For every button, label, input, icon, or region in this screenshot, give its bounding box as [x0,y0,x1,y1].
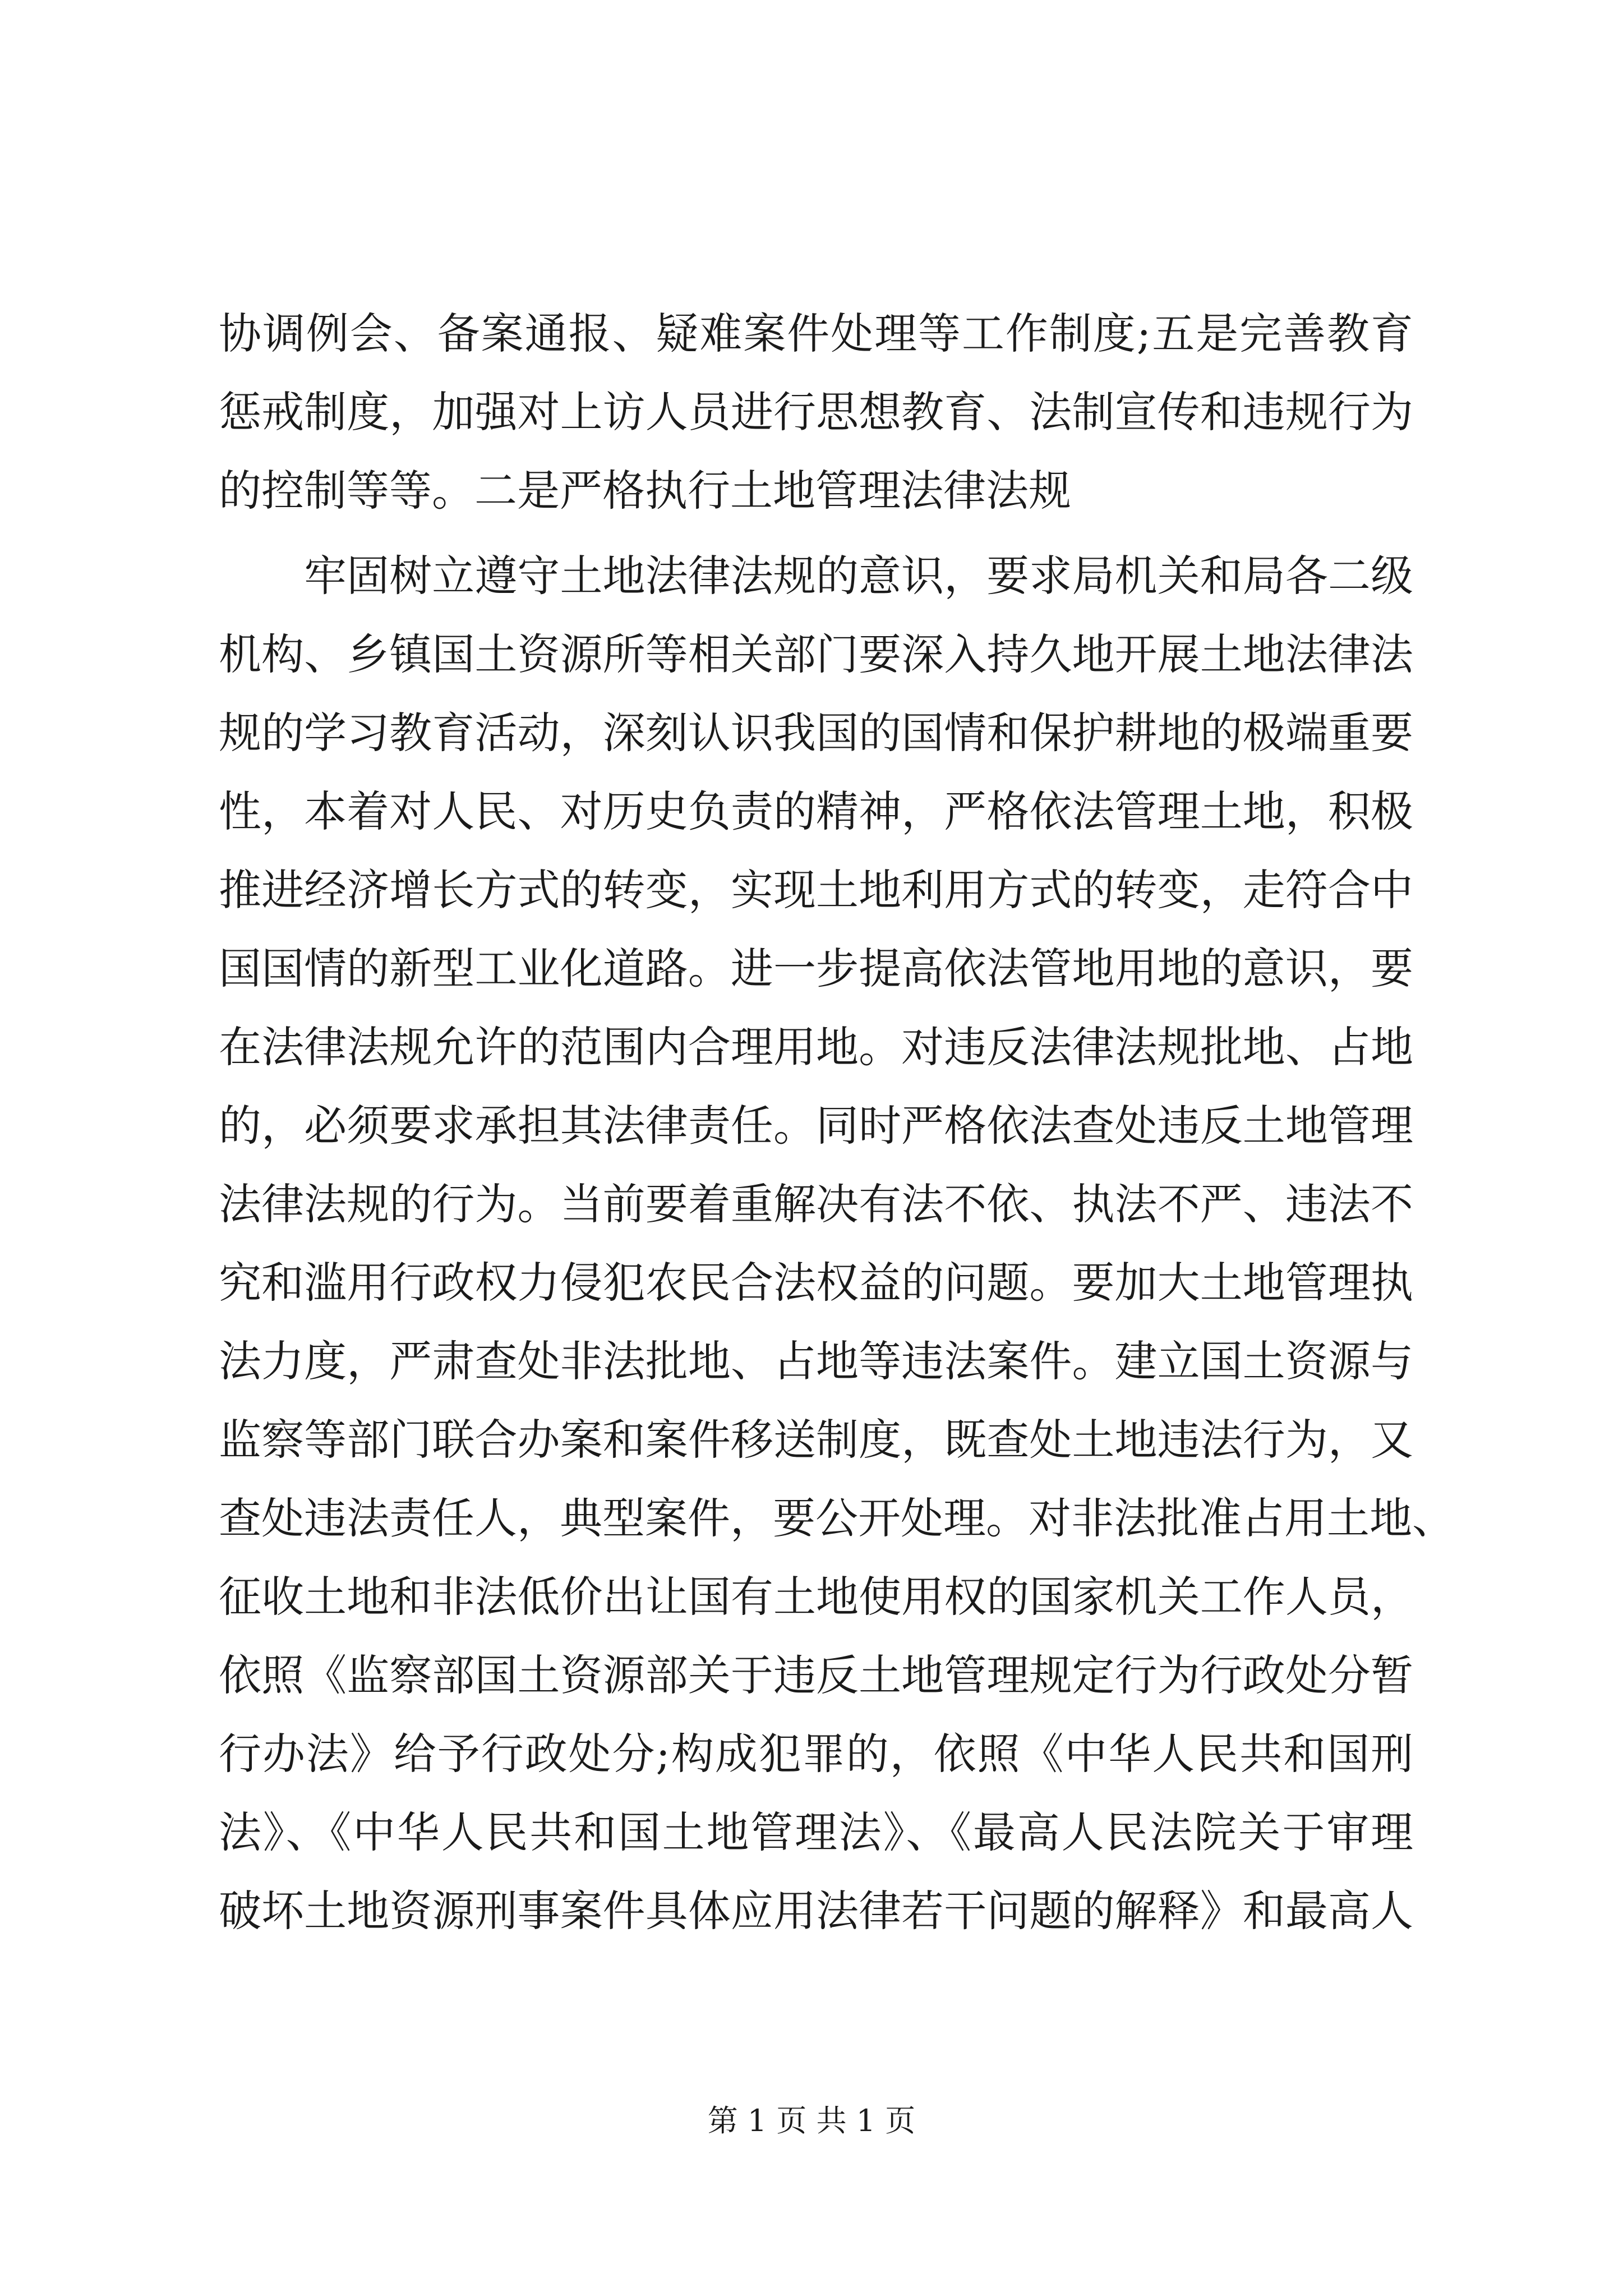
text-line: 破坏土地资源刑事案件具体应用法律若干问题的解释》和最高人 [219,1886,1413,1936]
text-line: 国国情的新型工业化道路。进一步提高依法管地用地的意识，要 [219,944,1413,993]
document-body [219,295,1455,1950]
text-line: 查处违法责任人，典型案件，要公开处理。对非法批准占用土地、 [219,1493,1455,1543]
text-line: 机构、乡镇国土资源所等相关部门要深入持久地开展土地法律法 [219,629,1413,679]
text-line: 监察等部门联合办案和案件移送制度，既查处土地违法行为，又 [219,1415,1413,1465]
text-line: 惩戒制度，加强对上访人员进行思想教育、法制宣传和违规行为 [219,387,1413,437]
text-line: 法律法规的行为。当前要着重解决有法不依、执法不严、违法不 [219,1179,1413,1229]
text-line: 法》、《中华人民共和国土地管理法》、《最高人民法院关于审理 [219,1807,1413,1857]
text-line: 牢固树立遵守土地法律法规的意识，要求局机关和局各二级 [304,551,1413,601]
text-line: 性，本着对人民、对历史负责的精神，严格依法管理土地，积极 [219,786,1413,836]
text-line: 规的学习教育活动，深刻认识我国的国情和保护耕地的极端重要 [219,708,1413,758]
paragraph-1 [219,295,1413,530]
text-line: 协调例会、备案通报、疑难案件处理等工作制度;五是完善教育 [219,309,1413,358]
text-line: 究和滥用行政权力侵犯农民合法权益的问题。要加大土地管理执 [219,1258,1413,1308]
text-line: 行办法》给予行政处分;构成犯罪的，依照《中华人民共和国刑 [219,1729,1413,1779]
paragraph-2 [219,537,1455,1950]
text-line: 依照《监察部国土资源部关于违反土地管理规定行为行政处分暂 [219,1650,1413,1700]
text-line: 征收土地和非法低价出让国有土地使用权的国家机关工作人员， [219,1572,1413,1622]
text-line: 的控制等等。二是严格执行土地管理法律法规 [219,466,1071,516]
text-line: 推进经济增长方式的转变，实现土地利用方式的转变，走符合中 [219,865,1413,915]
page-footer: 第 1 页 共 1 页 [707,2103,916,2138]
text-line: 的，必须要求承担其法律责任。同时严格依法查处违反土地管理 [219,1101,1413,1151]
text-line: 在法律法规允许的范围内合理用地。对违反法律法规批地、占地 [219,1022,1413,1072]
text-line: 法力度，严肃查处非法批地、占地等违法案件。建立国土资源与 [219,1336,1413,1386]
